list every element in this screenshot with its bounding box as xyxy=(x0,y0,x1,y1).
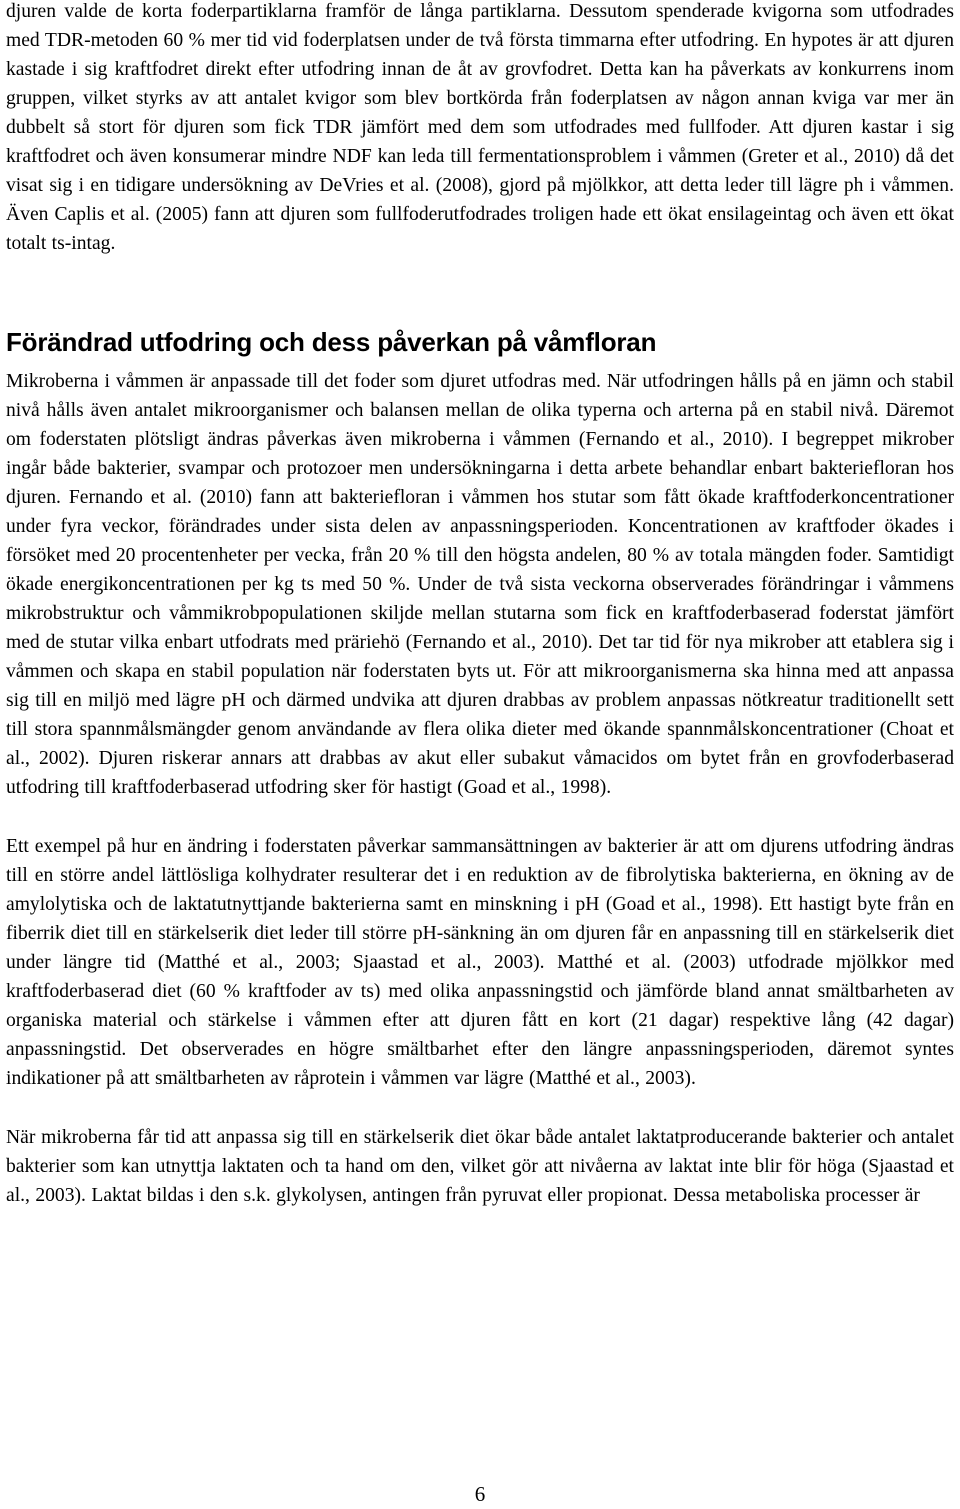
body-paragraph-2: Ett exempel på hur en ändring i foderstaten påverkar sammansättningen av bakterier är att om djurens utfodring ändras till en större andel lättlösliga kolhydrater resulterar det i en reduktion av de fibrolytiska bakterierna, en ökning av de amylolytiska och de laktatutnyttjande bakterierna samt en minskning i pH (Goad et al., 1998). Ett hastigt byte från en fiberrik diet till en stärkelserik diet leder till större pH-sänkning än om djuren får en anpassning till en stärkelserik diet under längre tid (Matthé et al., 2003; Sjaastad et al., 2003). Matthé et al. (2003) utfodrade mjölkkor med kraftfoderbaserad diet (60 % kraftfoder av ts) med olika anpassningstid och jämförde bland annat smältbarheten av organiska material och stärkelse i våmmen efter att djuren fått en kort (21 dagar) respektive lång (42 dagar) anpassningstid. Det observerades en högre smältbarhet efter den längre anpassningsperioden, däremot syntes indikationer på att smältbarheten av råprotein i våmmen var lägre (Matthé et al., 2003). xyxy=(6,836,954,1089)
document-page xyxy=(6,0,954,1210)
body-paragraph-1: Mikroberna i våmmen är anpassade till det foder som djuret utfodras med. När utfodringen hålls på en jämn och stabil nivå hålls även antalet mikroorganismer och balansen mellan de olika typerna och arterna på en stabil nivå. Däremot om foderstaten plötsligt ändras påverkas även mikroberna i våmmen (Fernando et al., 2010). I begreppet mikrober ingår både bakterier, svampar och protozoer men undersökningarna i detta arbete behandlar enbart bakteriefloran hos djuren. Fernando et al. (2010) fann att bakteriefloran i våmmen hos stutar som fått ökade kraftfoderkoncentrationer under fyra veckor, förändrades under sista delen av anpassningsperioden. Koncentrationen av kraftfoder ökades i försöket med 20 procentenheter per vecka, från 20 % till den högsta andelen, 80 % av totala mängden foder. Samtidigt ökade energikoncentrationen per kg ts med 50 %. Under de två sista veckorna observerades förändringar i våmmens mikrobstruktur och våmmikrobpopulationen skiljde mellan stutarna som fick en kraftfoderbaserad foderstat jämfört med de stutar vilka enbart utfodrats med präriehö (Fernando et al., 2010). Det tar tid för nya mikrober att etablera sig i våmmen och skapa en stabil population när foderstaten byts ut. För att mikroorganismerna ska hinna med att anpassa sig till en miljö med lägre pH och därmed undvika att djuren drabbas av problem anpassas nötkreatur traditionellt sett till stora spannmålsmängder genom användande av flera olika dieter med ökande spannmålskoncentrationer (Choat et al., 2002). Djuren riskerar annars att drabbas av akut eller subakut våmacidos om bytet från en grovfoderbaserad utfodring till kraftfoderbaserad utfodring sker för hastigt (Goad et al., 1998). xyxy=(6,371,954,798)
body-paragraph-3: När mikroberna får tid att anpassa sig till en stärkelserik diet ökar både antalet laktatproducerande bakterier och antalet bakterier som kan utnyttja laktaten och ta hand om den, vilket gör att nivåerna av laktat inte blir för höga (Sjaastad et al., 2003). Laktat bildas i den s.k. glykolysen, antingen från pyruvat eller propionat. Dessa metaboliska processer är xyxy=(6,1127,954,1206)
section-heading: Förändrad utfodring och dess påverkan på våmfloran xyxy=(6,327,657,357)
body-paragraph-intro: djuren valde de korta foderpartiklarna framför de långa partiklarna. Dessutom spenderade kvigorna som utfodrades med TDR-metoden 60 % mer tid vid foderplatsen under de två första timmarna efter utfodring. En hypotes är att djuren kastade i sig kraftfodret direkt efter utfodring innan de åt av grovfodret. Detta kan ha påverkats av konkurrens inom gruppen, vilket styrks av att antalet kvigor som blev bortkörda från foderplatsen av någon annan kviga var mer än dubbelt så stort för djuren som fick TDR jämfört med dem som utfodrades med fullfoder. Att djuren kastar i sig kraftfodret och även konsumerar mindre NDF kan leda till fermentationsproblem i våmmen (Greter et al., 2010) då det visat sig i en tidigare undersökning av DeVries et al. (2008), gjord på mjölkkor, att detta leder till lägre ph i våmmen. Även Caplis et al. (2005) fann att djuren som fullfoderutfodrades troligen hade ett ökat ensilageintag och även ett ökat totalt ts-intag. xyxy=(6,1,954,254)
page-number: 6 xyxy=(474,1482,486,1506)
